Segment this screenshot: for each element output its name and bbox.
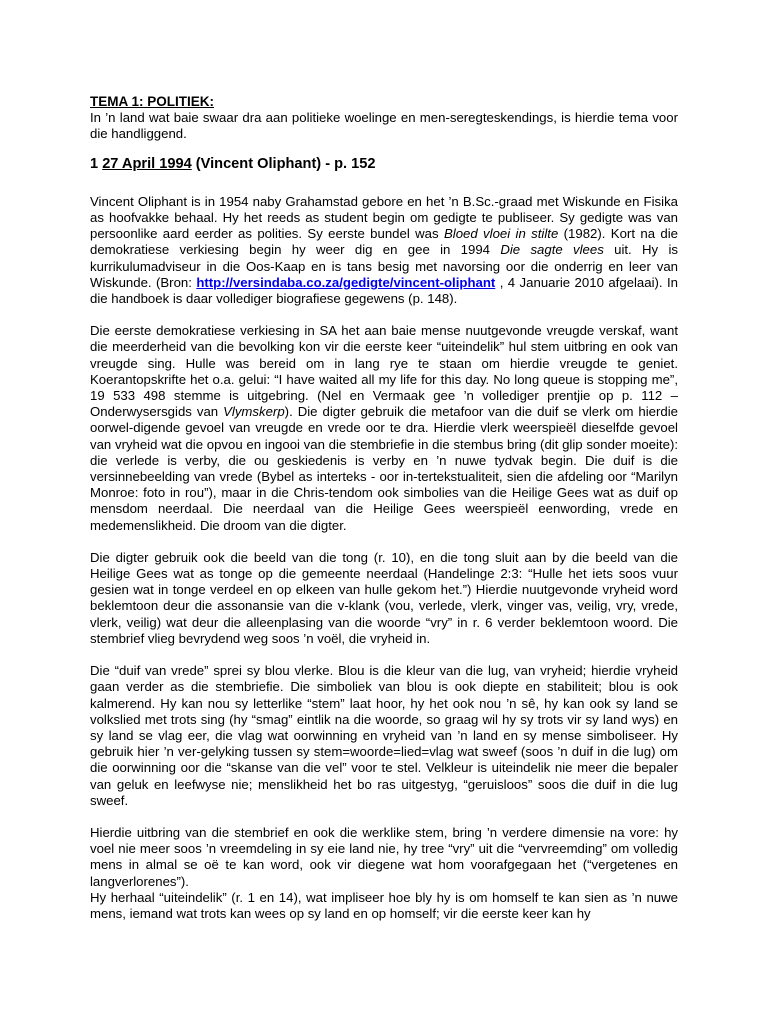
bio-text-2: (1982). Kort na die demokratiese verkiesing begin hy weer dig en gee in 1994 xyxy=(90,226,678,258)
election-text-2: ). Die digter gebruik die metafoor van die duif se vlerk om hierdie oorwel-digende gevoel van vreugde en vrede oor te dra. Hierdie vlerk weerspieël dieselfde gevoel van vryheid wat die opvou en ingooi van die stembriefie in die stembus bring (dit glip sonder moeite): die verlede is verby, die ou geskiedenis is verby en ’n nuwe tydvak begin. Die duif is die versinnebeelding van vrede (Bybel as interteks - oor in-tertekstualiteit, sien die afdeling oor “Marilyn Monroe: foto in rou”), maar in die Chris-tendom ook simbolies van die Heilige Gees wat as duif op mensdom neerdaal. Die neerdaal van die Heilige Gees weerspieël eenwording, vrede en medemenslikheid. Die droom van die digter. xyxy=(90,404,678,533)
book-title-sagte-vlees: Die sagte vlees xyxy=(500,242,604,258)
book-title-vlymskerp: Vlymskerp xyxy=(223,404,285,420)
section-date: 27 April 1994 xyxy=(102,155,192,172)
section-author: (Vincent Oliphant) - p. 152 xyxy=(195,155,376,172)
paragraph-blue: Die “duif van vrede” sprei sy blou vlerke. Blou is die kleur van die lug, van vryheid; hierdie vryheid gaan verder as die stembriefie. Die simboliek van blou is ook diepte en stabiliteit; blou is ook kalmerend. Hy kan nou sy letterlike “stem” laat hoor, hy het ook nou ’n sê, hy kan ook sy land se volkslied met trots sing (hy “smag” eintlik na die woorde, so graag wil hy sy trots vir sy land wys) en sy land se vlag eer, die vlag wat oorwinning en vryheid van ’n land en sy mense simboliseer. Hy gebruik hier ’n ver-gelyking tussen sy stem=woorde=lied=vlag wat sweef (soos ’n duif in die lug) om die oorwinning oor die “skanse van die vel” voor te stel. Velkleur is uiteindelik nie meer die bepaler van geluk en leefwyse nie; menslikheid het bo ras uitgestyg, “geruisloos” soos die duif in die lug sweef. xyxy=(90,663,678,808)
bio-text-4: , 4 Januarie 2010 afgelaai). In die handboek is daar vollediger biografiese gegewens (p. 148). xyxy=(90,274,678,307)
bio-paragraph xyxy=(90,194,678,307)
paragraph-tongue: Die digter gebruik ook die beeld van die tong (r. 10), en die tong sluit aan by die beeld van die Heilige Gees wat as tonge op die gemeente neerdaal (Handelinge 2:3: “Hulle het iets soos vuur gesien wat in tonge verdeel en op elkeen van hulle gekom het.”) Hierdie nuutgevonde vryheid word beklemtoon deur die assonansie van die v-klank (vou, verlede, vlerk, vinger vas, veilig, vry, vrede, vlerk, veilig) wat deur die alleenplasing van die woorde “vry” in r. 6 verder beklemtoon woord. Die stembrief vlieg bevrydend weg soos ’n voël, die vryheid in. xyxy=(90,549,678,646)
paragraph-finally: Hy herhaal “uiteindelik” (r. 1 en 14), wat impliseer hoe bly hy is om homself te kan sien as ’n nuwe mens, iemand wat trots kan wees op sy land en op homself; vir die eerste keer kan hy xyxy=(90,889,678,921)
paragraph-election xyxy=(90,323,678,534)
section-number: 1 xyxy=(90,155,99,172)
paragraph-vote: Hierdie uitbring van die stembrief en ook die werklike stem, bring ’n verdere dimensie na vore: hy voel nie meer soos ’n vreemdeling in sy eie land nie, hy tree “vry” uit die “vervreemding” om volledig mens in almal se oë te kan word, ook vir diegene wat hom voorafgegaan het (“vergetenes en langverlorenes”). xyxy=(90,824,678,889)
theme-intro: In ’n land wat baie swaar dra aan politieke woelinge en men-seregteskendings, is hierdie tema voor die handliggend. xyxy=(90,110,678,142)
book-title-bloed: Bloed vloei in stilte xyxy=(443,226,559,242)
election-text-1: Die eerste demokratiese verkiesing in SA het aan baie mense nuutgevonde vreugde verskaf, want die meerderheid van die bevolking kon vir die eerste keer “uiteindelik” hul stem uitbring en ook van vreugde sing. Hulle was bereid om in lang rye te staan om hierdie vreugde te geniet. Koerantopskrifte het o.a. gelui: “I have waited all my life for this day. No long queue is stopping me”, 19 533 498 stemme is uitgebring. (Nel en Vermaak gee ’n vollediger prentjie op p. 112 – Onderwysersgids van xyxy=(90,323,678,420)
bio-text-1: Vincent Oliphant is in 1954 naby Grahamstad gebore en het ’n B.Sc.-graad met Wiskunde en Fisika as hoofvakke behaal. Hy het reeds as student begin om gedigte te publiseer. Sy gedigte was van persoonlike aard eerder as polities. Sy eerste bundel was xyxy=(90,193,678,242)
section-heading xyxy=(90,156,678,172)
source-link[interactable]: http://versindaba.co.za/gedigte/vincent-oliphant xyxy=(196,274,496,290)
theme-title: TEMA 1: POLITIEK: xyxy=(90,94,214,109)
bio-text-3: uit. Hy is kurrikulumadviseur in die Oos-Kaap en is tans besig met navorsing oor die onderrig en leer van Wiskunde. (Bron: xyxy=(90,242,678,290)
